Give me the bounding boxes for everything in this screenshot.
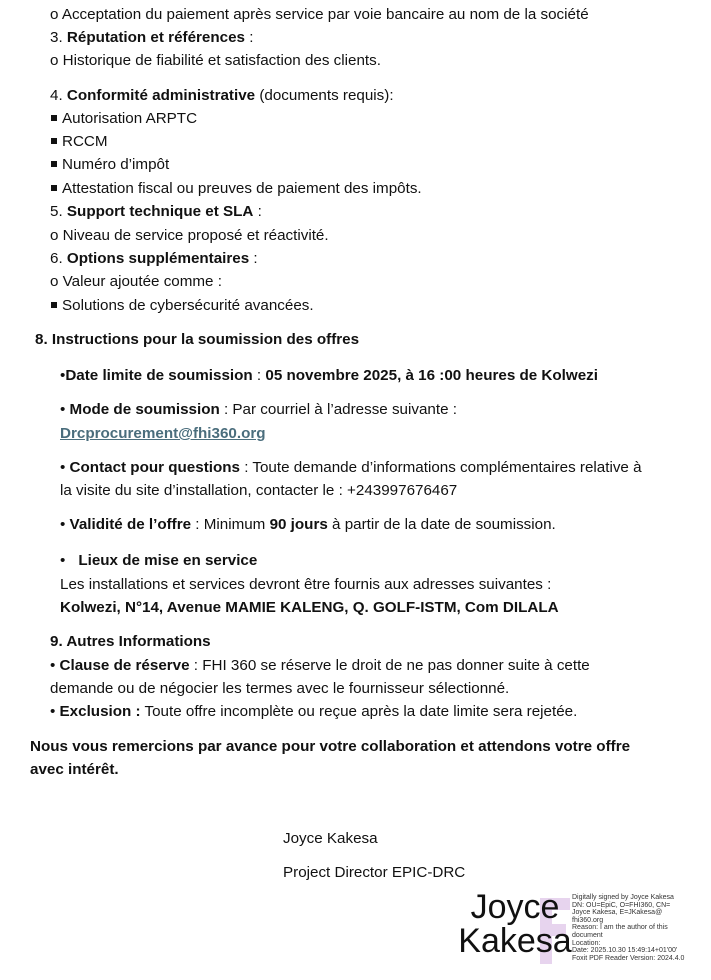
digital-signature[interactable] xyxy=(456,890,711,980)
contact-text: : Toute demande d’informations complémentaires relative à xyxy=(239,459,642,476)
signature-detail-line: fhi360.org xyxy=(572,916,604,924)
validity-days: 90 jours xyxy=(269,516,328,533)
signature-detail-line: document xyxy=(572,931,603,939)
clause-line xyxy=(50,656,590,676)
signature-name xyxy=(456,890,574,958)
list-item xyxy=(50,109,197,129)
list-item-text: Solutions de cybersécurité avancées. xyxy=(62,297,314,314)
item-suffix: : xyxy=(253,203,262,220)
item-title: Options supplémentaires xyxy=(66,250,250,267)
signature-detail-line: Digitally signed by Joyce Kakesa xyxy=(572,894,674,901)
item-number: 3. xyxy=(50,29,63,46)
deadline-sep: : xyxy=(252,367,266,384)
exclusion-line xyxy=(50,702,577,722)
procurement-email-link[interactable]: Drcprocurement@fhi360.org xyxy=(60,425,266,442)
deadline-value: 05 novembre 2025, à 16 :00 heures de Kolwezi xyxy=(265,367,598,384)
signature-name-last: Kakesa xyxy=(458,922,572,960)
location-text: Les installations et services devront être fournis aux adresses suivantes : xyxy=(60,576,552,593)
bullet-icon: • xyxy=(60,516,70,533)
closing-line-2: avec intérêt. xyxy=(30,761,119,778)
contact-line xyxy=(60,458,642,478)
item-title: Support technique et SLA xyxy=(66,203,254,220)
signature-detail-line: Date: 2025.10.30 15:49:14+01'00' xyxy=(572,947,678,955)
validity-label: Validité de l’offre xyxy=(69,516,192,533)
list-item-text: Numéro d’impôt xyxy=(62,156,170,173)
deadline-label: Date limite de soumission xyxy=(65,367,253,384)
compliance-heading xyxy=(50,86,394,106)
mode-label: Mode de soumission xyxy=(69,401,220,418)
clause-line-2: demande ou de négocier les termes avec le fournisseur sélectionné. xyxy=(50,680,510,697)
signature-name-first: Joyce xyxy=(470,888,560,926)
item-number: 4. xyxy=(50,87,63,104)
signature-detail-line: Location: xyxy=(572,939,601,947)
exclusion-text: Toute offre incomplète ou reçue après la date limite sera rejetée. xyxy=(140,703,578,720)
list-item-text: Autorisation ARPTC xyxy=(62,110,198,127)
section-9-title: 9. Autres Informations xyxy=(50,633,211,650)
list-item xyxy=(50,296,314,316)
signatory-title: Project Director EPIC-DRC xyxy=(283,864,466,881)
item-title: Conformité administrative xyxy=(66,87,256,104)
email-line xyxy=(60,424,266,444)
bullet-icon: • xyxy=(60,401,70,418)
validity-line xyxy=(60,515,556,535)
bullet-icon: • xyxy=(50,657,60,674)
item-number: 5. xyxy=(50,203,63,220)
mode-text: : Par courriel à l’adresse suivante : xyxy=(219,401,457,418)
mode-line xyxy=(60,400,457,420)
signature-detail-line: DN: OU=EpiC, O=FHI360, CN= xyxy=(572,901,671,909)
square-bullet-icon xyxy=(51,138,57,144)
signature-detail-line: Foxit PDF Reader Version: 2024.4.0 xyxy=(572,954,685,962)
bullet-icon: • xyxy=(60,552,66,569)
bullet-icon: • xyxy=(60,459,70,476)
clause-text: : FHI 360 se réserve le droit de ne pas donner suite à cette xyxy=(189,657,590,674)
list-item xyxy=(50,179,422,199)
list-item xyxy=(50,132,108,152)
signature-detail-line: Reason: I am the author of this xyxy=(572,924,668,932)
section-8-title: 8. Instructions pour la soumission des offres xyxy=(35,331,360,348)
signatory-name: Joyce Kakesa xyxy=(283,830,378,847)
item-suffix: : xyxy=(249,250,258,267)
bullet-icon: • xyxy=(60,367,66,384)
reputation-heading xyxy=(50,28,253,48)
exclusion-label: Exclusion : xyxy=(59,703,141,720)
payment-acceptance-line: o Acceptation du paiement après service par voie bancaire au nom de la société xyxy=(50,6,589,23)
options-heading xyxy=(50,249,258,269)
signature-detail-line: Joyce Kakesa, E=JKakesa@ xyxy=(572,909,663,917)
closing-line-1: Nous vous remercions par avance pour votre collaboration et attendons votre offre xyxy=(30,738,631,755)
item-suffix: (documents requis): xyxy=(255,87,394,104)
options-detail: o Valeur ajoutée comme : xyxy=(50,273,222,290)
square-bullet-icon xyxy=(51,185,57,191)
list-item-text: RCCM xyxy=(62,133,108,150)
validity-text: : Minimum xyxy=(191,516,270,533)
location-address: Kolwezi, N°14, Avenue MAMIE KALENG, Q. GOLF-ISTM, Com DILALA xyxy=(60,599,559,616)
support-heading xyxy=(50,202,262,222)
reputation-detail: o Historique de fiabilité et satisfaction des clients. xyxy=(50,52,381,69)
item-title: Réputation et références xyxy=(66,29,245,46)
contact-label: Contact pour questions xyxy=(69,459,240,476)
square-bullet-icon xyxy=(51,161,57,167)
item-number: 6. xyxy=(50,250,63,267)
location-label: Lieux de mise en service xyxy=(78,552,258,569)
bullet-icon: • xyxy=(50,703,60,720)
location-heading xyxy=(60,551,257,571)
list-item xyxy=(50,155,169,175)
item-suffix: : xyxy=(245,29,254,46)
support-detail: o Niveau de service proposé et réactivité. xyxy=(50,227,329,244)
list-item-text: Attestation fiscal ou preuves de paiement des impôts. xyxy=(62,180,422,197)
clause-label: Clause de réserve xyxy=(59,657,190,674)
square-bullet-icon xyxy=(51,302,57,308)
square-bullet-icon xyxy=(51,115,57,121)
deadline-line xyxy=(60,366,598,386)
signature-details xyxy=(572,894,684,962)
validity-text-end: à partir de la date de soumission. xyxy=(327,516,556,533)
contact-line-2: la visite du site d’installation, contacter le : +243997676467 xyxy=(60,482,458,499)
